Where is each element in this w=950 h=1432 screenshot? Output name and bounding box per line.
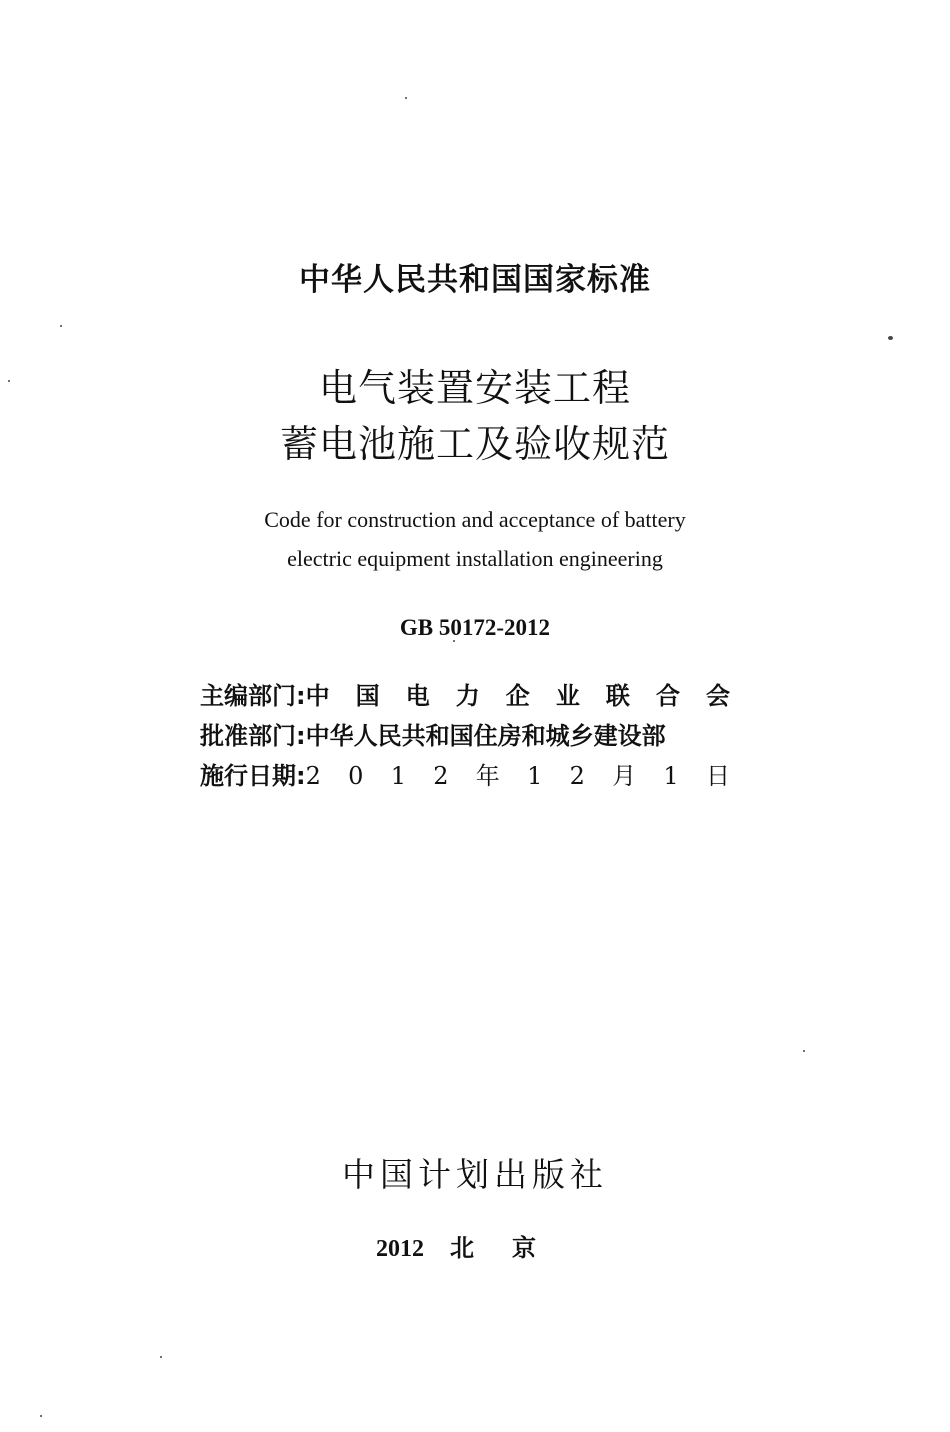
scan-speck xyxy=(160,1356,162,1358)
publication-year: 2012 xyxy=(376,1236,424,1262)
scan-speck xyxy=(40,1415,42,1417)
publication-city: 北京 xyxy=(450,1234,574,1262)
editor-char: 业 xyxy=(555,682,580,710)
approver-row xyxy=(200,716,730,756)
date-char: 日 xyxy=(705,762,730,790)
editor-char: 企 xyxy=(505,682,530,710)
editor-char: 合 xyxy=(655,682,680,710)
effective-date-label: 施行日期: xyxy=(200,762,306,790)
editor-value xyxy=(306,676,730,716)
standard-code: GB 50172-2012 xyxy=(399,615,551,640)
publisher: 中国计划出版社 xyxy=(342,1155,608,1194)
editor-char: 电 xyxy=(405,682,430,710)
standard-series: 中华人民共和国国家标准 xyxy=(299,262,651,298)
editor-char: 会 xyxy=(705,682,730,710)
date-char: 2 xyxy=(569,762,585,790)
date-char: 1 xyxy=(663,762,679,790)
date-char: 年 xyxy=(475,762,500,790)
date-char: 1 xyxy=(527,762,543,790)
publication-place-year xyxy=(0,1228,950,1269)
scan-speck xyxy=(453,640,455,642)
effective-date-row xyxy=(200,756,730,796)
editor-char: 国 xyxy=(355,682,380,710)
date-char: 0 xyxy=(348,762,364,790)
effective-date-value xyxy=(306,756,730,796)
date-char: 1 xyxy=(390,762,406,790)
editor-char: 力 xyxy=(455,682,480,710)
editor-char: 中 xyxy=(305,682,330,710)
editor-label: 主编部门: xyxy=(200,682,306,710)
title-cn-line1: 电气装置安装工程 xyxy=(318,366,631,410)
date-char: 月 xyxy=(612,762,637,790)
editor-char: 联 xyxy=(605,682,630,710)
title-en-line2: electric equipment installation engineering xyxy=(287,546,663,571)
scan-speck xyxy=(803,1050,805,1052)
scan-speck xyxy=(888,336,893,340)
title-cn-line2: 蓄电池施工及验收规范 xyxy=(279,422,670,466)
date-char: 2 xyxy=(305,762,321,790)
scan-speck xyxy=(405,97,407,99)
scan-speck xyxy=(60,325,62,327)
scan-speck xyxy=(8,380,10,382)
date-char: 2 xyxy=(433,762,449,790)
editor-row xyxy=(200,676,730,716)
title-en-line1: Code for construction and acceptance of battery xyxy=(264,507,686,532)
approver-label: 批准部门: xyxy=(200,722,306,750)
approver-value: 中华人民共和国住房和城乡建设部 xyxy=(305,722,666,750)
